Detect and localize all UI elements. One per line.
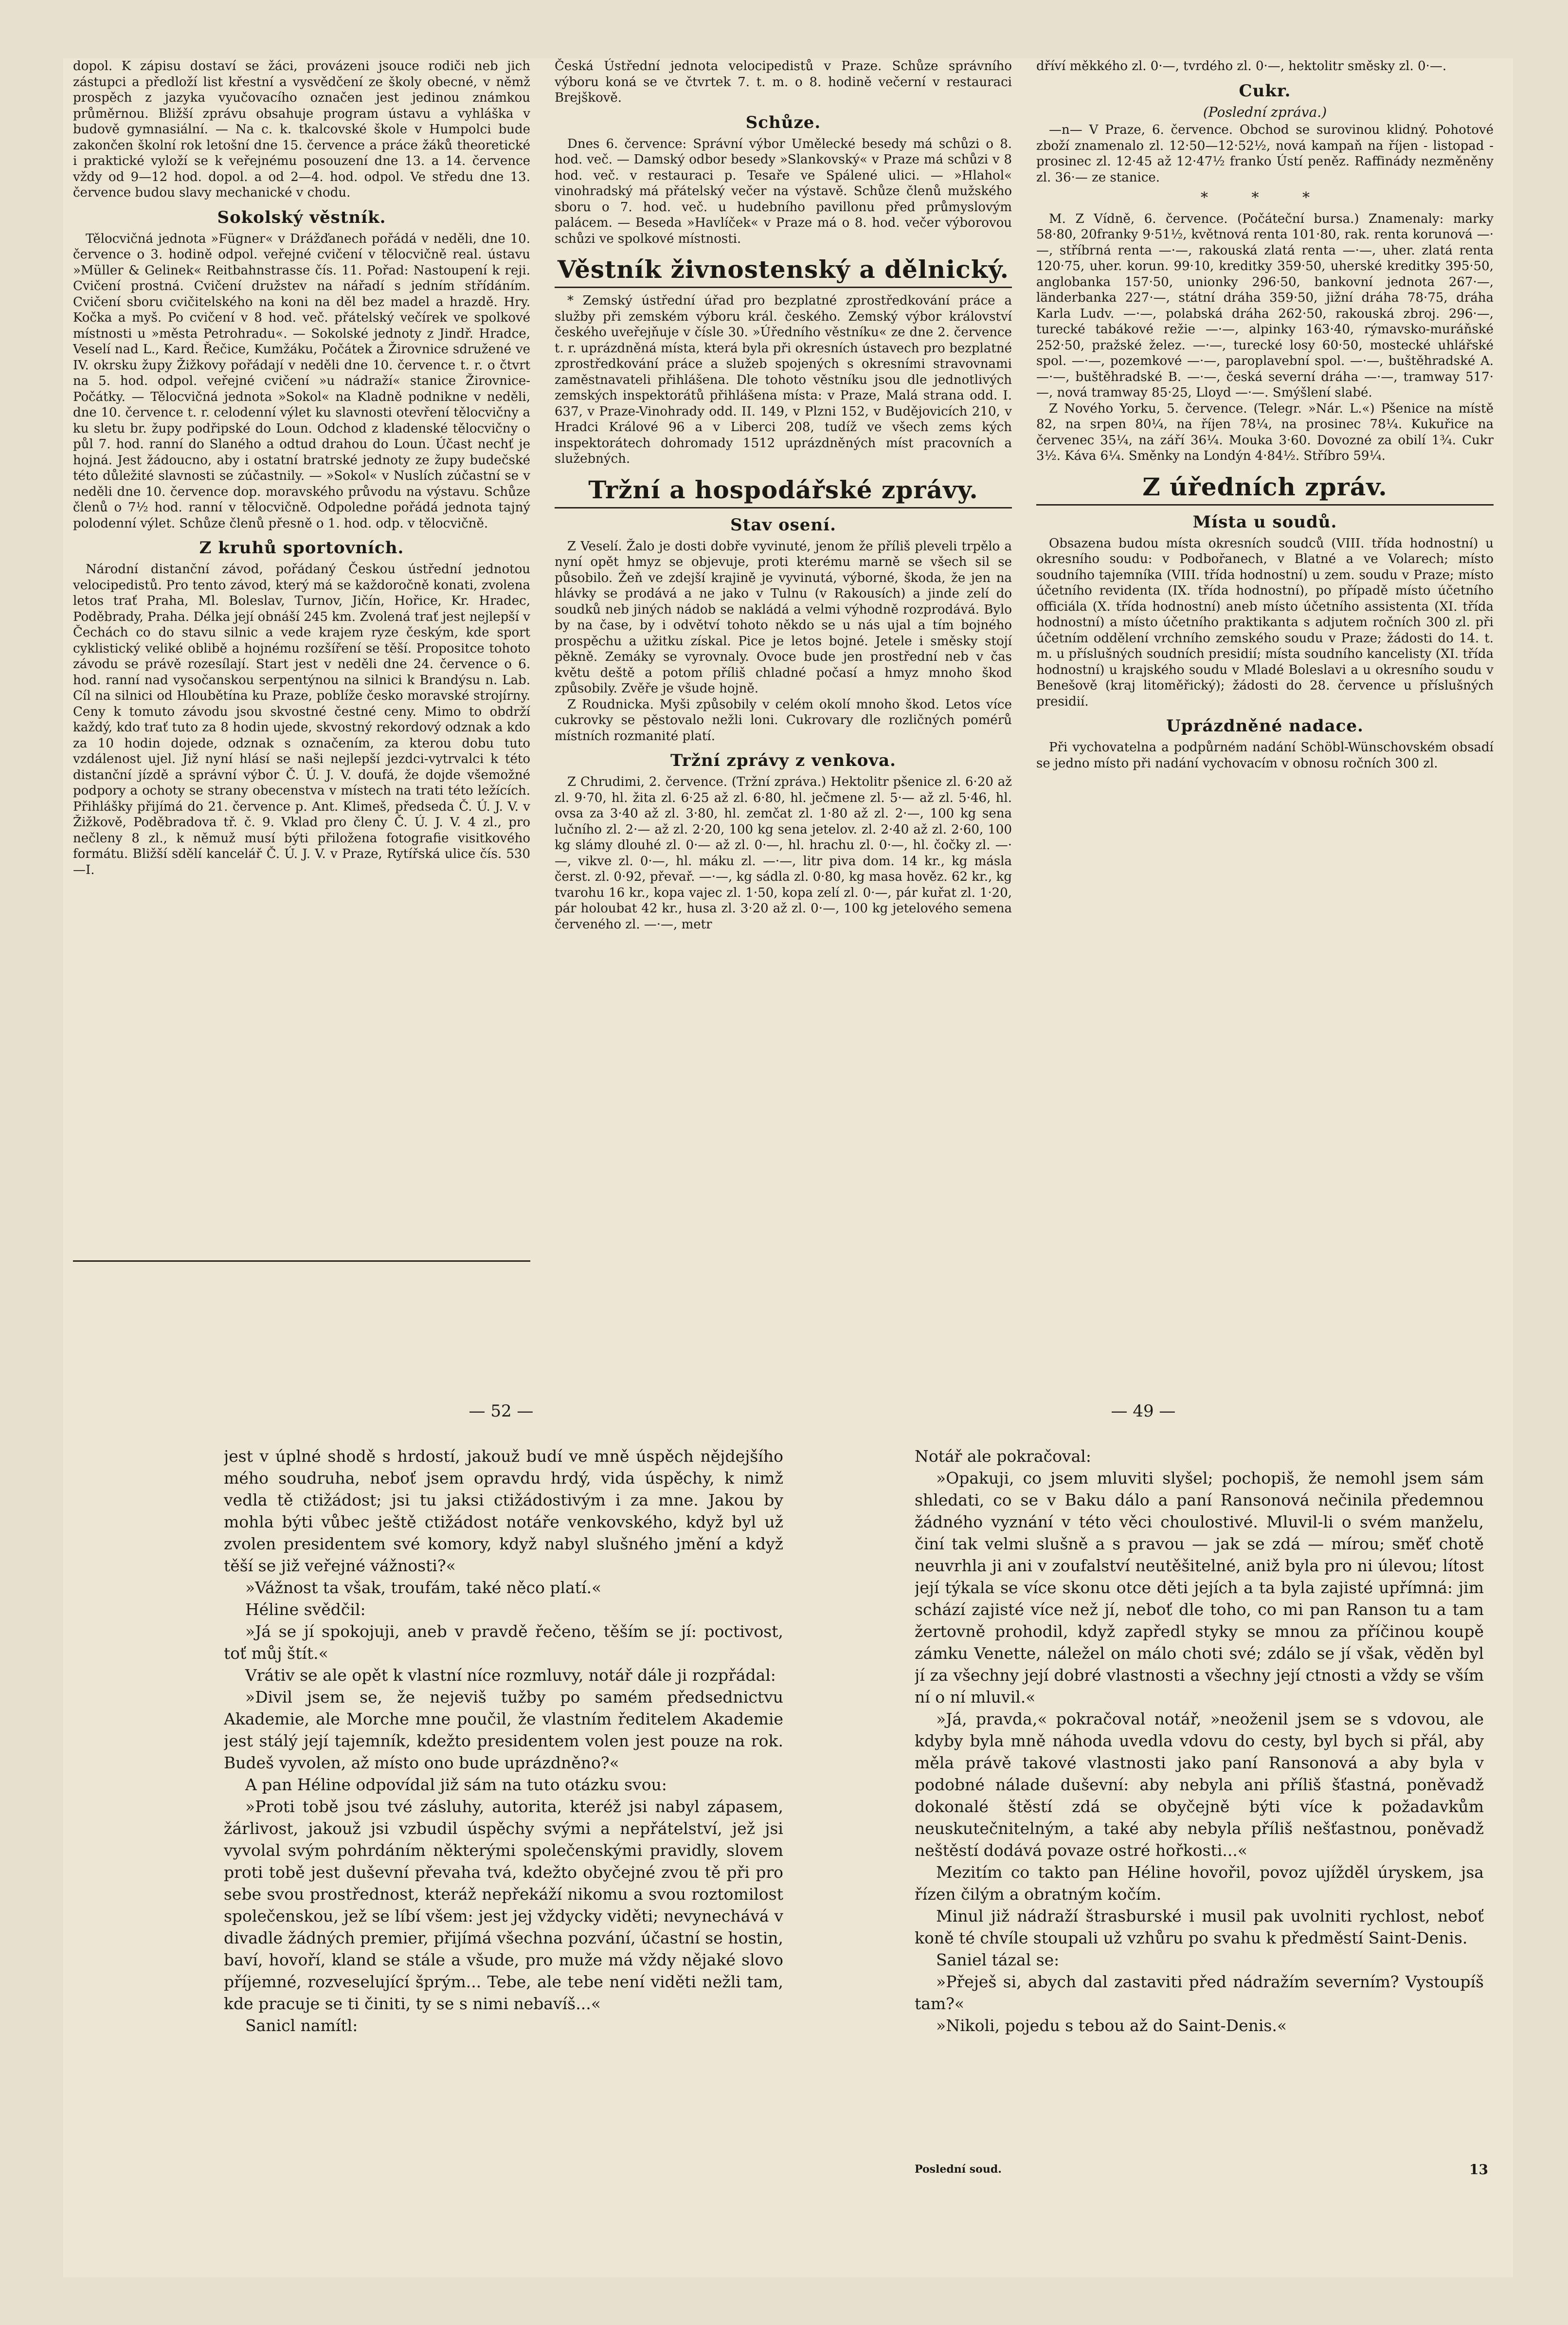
article-heading: Cukr. <box>1239 81 1291 101</box>
novel-paragraph: Sanicl namítl: <box>245 2016 358 2035</box>
novel-paragraph: Saniel tázal se: <box>936 1950 1060 1969</box>
folio-number: 13 <box>1469 2162 1488 2178</box>
book-page-right <box>915 1445 1484 2156</box>
novel-paragraph: Mezitím co takto pan Héline hovořil, povoz ujížděl úryskem, jsa řízen čilým a obratným kočím. <box>915 1863 1484 1904</box>
article-paragraph: Z Chrudimi, 2. července. (Tržní zpráva.) Hektolitr pšenice zl. 6·20 až zl. 9·70, hl. žita zl. 6·25 až zl. 6·80, hl. ječmene zl. 5·— až zl. 5·46, hl. ovsa za 3·40 až zl. 3·80, hl. zemčat zl. 1·80 až zl. 2·—, 100 kg sena lučního zl. 2·— až zl. 2·20, 100 kg sena jetelov. zl. 2·40 až zl. 2·60, 100 kg slámy dlouhé zl. 0·— až zl. 0·—, hl. hrachu zl. 0·—, hl. čočky zl. —·—, vikve zl. 0·—, hl. máku zl. —·—, litr piva dom. 14 kr., kg másla čerst. zl. 0·92, převař. —·—, kg sádla zl. 0·80, kg masa hověz. 62 kr., kg tvarohu 16 kr., kopa vajec zl. 1·50, kopa zelí zl. 0·—, pár kuřat zl. 1·20, pár holoubat 42 kr., husa zl. 3·20 až zl. 0·—, 100 kg jetelového semena červeného zl. —·—, metr <box>555 775 1012 932</box>
article-heading: Místa u soudů. <box>1192 512 1337 532</box>
separator-stars: * * * <box>1200 189 1330 206</box>
article-paragraph: Národní distanční závod, pořádaný Českou ústřední jednotou velocipedistů. Pro tento závod, který má se každoročně konati, zvolena letos trať Praha, Ml. Boleslav, Turnov, Jičín, Hořice, Kr. Hradec, Poděbrady, Praha. Délka její obnáší 245 km. Zvolená trať jest nejlepší v Čechách co do stavu silnic a vede krajem ryze českým, kde sport cyklistický veliké oblibě a hojnému rozšíření se těší. Propositce tohoto závodu se právě rozesílají. Start jest v neděli dne 24. července o 6. hod. ranní nad vysočanskou serpentýnou na silnici k Brandýsu n. Lab. Cíl na silnici od Hloubětína ku Praze, poblíže česko moravské strojírny. Ceny k tomuto závodu jsou skvostné čestné ceny. Mimo to obdrží každý, kdo trať tuto za 8 hodin ujede, skvostný rekordový odznak a kdo za 10 hodin dojede, odznak s označením, za kterou dobu tuto vzdálenost ujel. Již nyní hlásí se naši nejlepší jezdci-vytrvalci k této distanční jízdě a správní výbor Č. Ú. J. V. doufá, že dojde všemožné podpory a ochoty se strany obecenstva v místech na trati této ležících. Přihlášky přijímá do 21. července p. Ant. Klimeš, předseda Č. Ú. J. V. v Žižkově, Poděbradova tř. č. 9. Vklad pro členy Č. Ú. J. V. 4 zl., pro nečleny 8 zl., k němuž musí býti přiložena fotografie visitkového formátu. Bližší sdělí kancelář Č. Ú. J. V. v Praze, Rytířská ulice čís. 530—I. <box>73 562 530 877</box>
article-paragraph: M. Z Vídně, 6. července. (Počáteční bursa.) Znamenaly: marky 58·80, 20franky 9·51½, květnová renta 101·80, rak. renta korunová —·—, stříbrná renta —·—, rakouská zlatá renta —·—, uher. zlatá renta 120·75, uher. korun. 99·10, kreditky 359·50, uherské kreditky 395·50, anglobanka 157·50, unionky 296·50, bankovní jednota 267·—, länderbanka 227·—, státní dráha 359·50, jižní dráha 78·75, dráha Karla Ludv. —·—, polabská dráha 262·50, rakouská zbroj. 296·—, turecké tabákové režie —·—, alpinky 163·40, rýmavsko-muráňské 252·50, pražské želez. —·—, turecké losy 60·50, mostecké uhlářské spol. —·—, pozemkové —·—, paroplavební spol. —·—, buštěhradské A. —·—, buštěhradské B. —·—, česká severní dráha —·—, tramway 517·—, nová tramway 85·25, Lloyd —·—. Smýšlení slabé. <box>1036 211 1494 400</box>
article-heading: Sokolský věstník. <box>217 207 386 227</box>
section-heading: Tržní a hospodářské zprávy. <box>555 476 1012 509</box>
divider-col-1-end <box>73 1260 530 1262</box>
section-heading: Z úředních zpráv. <box>1036 473 1494 506</box>
novel-paragraph: Vrátiv se ale opět k vlastní níce rozmluvy, notář dále ji rozpřádal: <box>245 1666 776 1685</box>
novel-paragraph: A pan Héline odpovídal již sám na tuto otázku svou: <box>245 1775 667 1794</box>
novel-paragraph: »Já, pravda,« pokračoval notář, »neoženil jsem se s vdovou, ale kdyby byla mně náhoda uvedla vdovu do cesty, byl bych si přál, aby měla právě takové vlastnosti jako paní Ransonová a aby byla v podobné nálade duševní: aby nebyla ani příliš šťastná, poněvadž dokonalé štěstí zdá se obyčejně býti více k požadavkům neuskutečnitelným, a také aby nebyla příliš nešťastnou, poněvadž neštěstí dodává povaze ostré hořkosti...« <box>915 1709 1484 1860</box>
article-paragraph: Z Veselí. Žalo je dosti dobře vyvinuté, jenom že příliš pleveli trpělo a nyní opět hmyz se objevuje, proti kterému marně se všech sil se působilo. Žeň ve zdejší krajině je vyvinutá, výborné, škoda, že jen na hlávky se prodává a ne jako v Tulnu (v Rakousích) a jinde zelí do soudků neb jiných nádob se nakládá a velmi výhodně rozprodává. Bylo by na čase, by i odvětví tohoto někdo se u nás ujal a tím bojného prospěchu a užitku získal. Pice je letos bojné. Jetele i směsky stojí pěkně. Zemáky se vyrovnaly. Ovoce bude jen prostřední neb v čas květu deště a potom příliš chladné počasí a hmyz mnoho škod způsobily. Zvěře je všude hojně. <box>555 539 1012 696</box>
column-1 <box>73 58 530 1251</box>
article-heading: Tržní zprávy z venkova. <box>670 751 896 770</box>
article-paragraph: dříví měkkého zl. 0·—, tvrdého zl. 0·—, hektolitr směsky zl. 0·—. <box>1036 59 1447 73</box>
novel-paragraph: »Proti tobě jsou tvé zásluhy, autorita, kteréž jsi nabyl zápasem, žárlivost, jakouž jsi vzbudil úspěchy svými a nepřátelství, jež jsi vyvolal svým pohrdáním některými společenskými pravidly, slovem proti tobě jest duševní převaha tvá, kdežto obyčejné zvou tě při pro sebe svou prostřednost, kteráž nepřekáží nikomu a svou roztomilost společenskou, jež se líbí všem: jest jej vždycky viděti; nevynechává v divadle žádných premier, přijímá všechna pozvání, účastní se hostin, baví, hovoří, kland se stále a všude, pro muže má vždy nějaké slovo příjemné, rozveselující šprým... Tebe, ale tebe není viděti nežli tam, kde pracuje se ti činiti, ty se s nimi nebavíš...« <box>224 1797 783 2013</box>
novel-paragraph: »Divil jsem se, že nejeviš tužby po samém předsednictvu Akademie, ale Morche mne poučil, že vlastním ředitelem Akademie jest stálý její tajemník, kdežto presidentem volen jest pouze na rok. Budeš vyvolen, až místo ono bude uprázdněno?« <box>224 1688 783 1772</box>
page-number-left: — 52 — <box>469 1401 534 1421</box>
article-paragraph: Česká Ústřední jednota velocipedistů v Praze. Schůze správního výboru koná se ve čtvrtek 7. t. m. o 8. hodině večerní v restauraci Brejškově. <box>555 59 1012 105</box>
section-heading: Věstník živnostenský a dělnický. <box>555 255 1012 288</box>
novel-paragraph: »Nikoli, pojedu s tebou až do Saint-Denis.« <box>936 2016 1287 2035</box>
page-number-right: — 49 — <box>1111 1401 1176 1421</box>
article-paragraph: Dnes 6. července: Správní výbor Umělecké besedy má schůzi o 8. hod. več. — Damský odbor besedy »Slankovský« v Praze má schůzi v 8 hod. več. v restauraci p. Tesaře ve Spálené ulici. — »Hlahol« vinohradský má přátelský večer na výstavě. Schůze členů mužského sboru o 7. hod. več. u hudebního pavillonu před průmyslovým palácem. — Beseda »Havlíček« v Praze má o 8. hod. večer výborovou schůzi ve spolkové místnosti. <box>555 136 1012 246</box>
novel-paragraph: »Vážnost ta však, troufám, také něco platí.« <box>245 1578 602 1597</box>
newspaper-page <box>63 58 1513 2277</box>
article-paragraph: —n— V Praze, 6. července. Obchod se surovinou klidný. Pohotové zboží znamenalo zl. 12·50—12·52½, nová kampaň na říjen - listopad - prosinec zl. 12·45 až 12·47½ franko Ústí peněz. Raffinády nezměněny zl. 36·— ze stanice. <box>1036 123 1494 185</box>
article-subheading: (Poslední zpráva.) <box>1203 104 1327 120</box>
novel-paragraph: »Opakuji, co jsem mluviti slyšel; pochopiš, že nemohl jsem sám shledati, co se v Baku dálo a paní Ransonová nečinila předemnou žádného vyznání v této věci choulostivé. Mluvil-li o svém manželu, činí tak velmi slušně a s pravou — jak se zdá — mírou; směť chotě neuvrhla ji ani v zoufalství neutěšitelné, aniž byla pro ni úlevou; lítost její týkala se více skonu otce děti jejích a ta byla zajisté upřímná: jim schází zajisté více než jí, neboť dle toho, co mi pan Ranson tu a tam žertovně prohodil, když zapředl styky se mnou za příčinou koupě zámku Venette, náležel on málo choti své; zdálo se jí však, věděn byl jí za všechny její dobré vlastnosti a všechny její ctnosti a vždy se vším ní o ní mluvil.« <box>915 1469 1484 1707</box>
novel-paragraph: jest v úplné shodě s hrdostí, jakouž budí ve mně úspěch nějdejšího mého soudruha, neboť jsem opravdu hrdý, vida úspěchy, k nimž vedla tě ctižádost; jsi tu jaksi ctižádostivým i za mne. Jakou by mohla býti vůbec ještě ctižádost notáře venkovského, když byl už zvolen presidentem své komory, když nabyl slušného jmění a když těší se již veřejné vážnosti?« <box>224 1447 783 1575</box>
novel-paragraph: Notář ale pokračoval: <box>915 1447 1091 1466</box>
novel-paragraph: »Přeješ si, abych dal zastaviti před nádražím severním? Vystoupíš tam?« <box>915 1972 1484 2013</box>
novel-paragraph: Minul již nádraží štrasburské i musil pak uvolniti rychlost, neboť koně té chvíle stoupali už vzhůru po svahu k předměstí Saint-Denis. <box>915 1907 1484 1947</box>
book-page-left <box>224 1445 783 2117</box>
signature-mark: Poslední soud. <box>915 2163 1002 2176</box>
article-paragraph: Obsazena budou místa okresních soudců (VIII. třída hodnostní) u okresního soudu: v Podbořanech, v Blatné a ve Volarech; místo soudního tajemníka (VIII. třída hodnostní) u zem. soudu v Praze; místo účetního revidenta (IX. třída hodnostní), po případě místo účetního officiála (X. třída hodnostní) aneb místo účetního assistenta (XI. třída hodnostní) a místo účetního praktikanta s adjutem ročních 300 zl. při účetním oddělení vrchního zemského soudu v Praze; žádosti do 14. t. m. u příslušných soudních presidií; místa soudního kancelisty (XI. třída hodnostní) u krajského soudu v Mladé Boleslavi a u okresního soudu v Benešově (kraj litoměřický); žádosti do 28. července u příslušných presidií. <box>1036 536 1494 709</box>
novel-paragraph: »Já se jí spokojuji, aneb v pravdě řečeno, těším se jí: poctivost, toť můj štít.« <box>224 1622 783 1663</box>
novel-paragraph: Héline svědčil: <box>245 1600 366 1619</box>
article-paragraph: Z Nového Yorku, 5. července. (Telegr. »Nár. L.«) Pšenice na místě 82, na srpen 80¼, na říjen 78¼, na prosinec 78¼. Kukuřice na červenec 35¼, na září 36¼. Mouka 3·60. Dovozné za obilí 1¾. Cukr 3½. Káva 6¼. Směnky na Londýn 4·84½. Stříbro 59¼. <box>1036 401 1494 463</box>
article-heading: Z kruhů sportovních. <box>199 538 404 558</box>
article-heading: Uprázdněné nadace. <box>1166 716 1364 736</box>
article-paragraph: Při vychovatelna a podpůrném nadání Schöbl-Wünschovském obsadí se jedno místo při nadání vychovacím v obnosu ročních 300 zl. <box>1036 740 1494 771</box>
article-heading: Stav osení. <box>730 515 836 535</box>
article-paragraph: Tělocvičná jednota »Fügner« v Drážďanech pořádá v neděli, dne 10. července o 3. hodině odpol. veřejné cvičení v tělocvičně real. ústavu »Müller & Gelinek« Reitbahnstrasse čís. 11. Pořad: Nastoupení k reji. Cvičení prostná. Cvičení družstev na nářadí s jedním střídáním. Cvičení sboru cvičitelského na koni na děl bez madel a hrazdě. Hry. Kočka a myš. Po cvičení v 8 hod. več. přátelský večírek ve spolkové místnosti u »města Petrohradu«. — Sokolské jednoty z Jindř. Hradce, Veselí nad L., Kard. Řečice, Kumžáku, Počátek a Žirovnice sdružené ve IV. okrsku župy Žižkovy pořádají v neděli dne 10. července t. r. o čtvrt na 5. hod. odpol. veřejné cvičení »u nádraží« stanice Žirovnice-Počátky. — Tělocvičná jednota »Sokol« na Kladně podnikne v neděli, dne 10. července t. r. celodenní výlet ku slavnosti otevření tělocvičny a ku sletu br. župy podřipské do Loun. Odchod z kladenské tělocvičny o půl 7. hod. ranní do Slaného a odtud drahou do Loun. Účast nechť je hojná. Jest žádoucno, aby i ostatní bratrské jednoty ze župy budečské této důležité slavnosti se zúčastnily. — »Sokol« v Nuslích zúčastní se v neděli dne 10. července dop. moravského průvodu na výstavu. Schůze členů o 7½ hod. ranní v tělocvičně. Odpoledne pořádá jednota tajný polodenní výlet. Schůze členů přesně o 1. hod. odp. v tělocvičně. <box>73 231 530 531</box>
article-paragraph: dopol. K zápisu dostaví se žáci, provázeni jsouce rodiči neb jich zástupci a předloží list křestní a vysvědčení ze školy obecné, v němž prospěch z jazyka vyučovacího označen jest jedinou známkou průměrnou. Bližší zprávu obsahuje program ústavu a vyhláška v budově gymnasiální. — Na c. k. tkalcovské škole v Humpolci bude zakončen školní rok letošní dne 15. července a práce žáků theoretické i praktické vyloží se k veřejnému posouzení dne 13. a 14. července vždy od 9—12 hod. dopol. a od 2—4. hod. odpol. Ve středu dne 13. července budou slavy mechanické v chodu. <box>73 59 530 200</box>
article-paragraph: Z Roudnicka. Myši způsobily v celém okolí mnoho škod. Letos více cukrovky se pěstovalo nežli loni. Cukrovary dle rozličných pomérů místních rozmanité platí. <box>555 697 1012 744</box>
article-heading: Schůze. <box>745 112 821 132</box>
column-3 <box>1036 58 1494 1299</box>
article-paragraph: * Zemský ústřední úřad pro bezplatné zprostředkování práce a služby při zemském výboru král. českého. Zemský výbor království českého uveřejňuje v čísle 30. »Úředního věstníku« ze dne 2. července t. r. uprázdněná místa, která byla při okresních ústavech pro bezplatné zprostředkování práce a služeb spojených s okresními stravovnami zaměstnavateli přihlášena. Dle tohoto věstníku jsou dle jednotlivých zemských inspektorátů přihlášena místa: v Praze, Malá strana odd. I. 637, v Praze-Vinohrady odd. II. 149, v Plzni 152, v Budějovicích 210, v Hradci Králové 96 a v Liberci 208, tudíž ve všech zems kých inspektorátech dohromady 1512 uprázdněných míst pracovních a služebných. <box>555 293 1012 466</box>
column-2 <box>555 58 1012 1294</box>
